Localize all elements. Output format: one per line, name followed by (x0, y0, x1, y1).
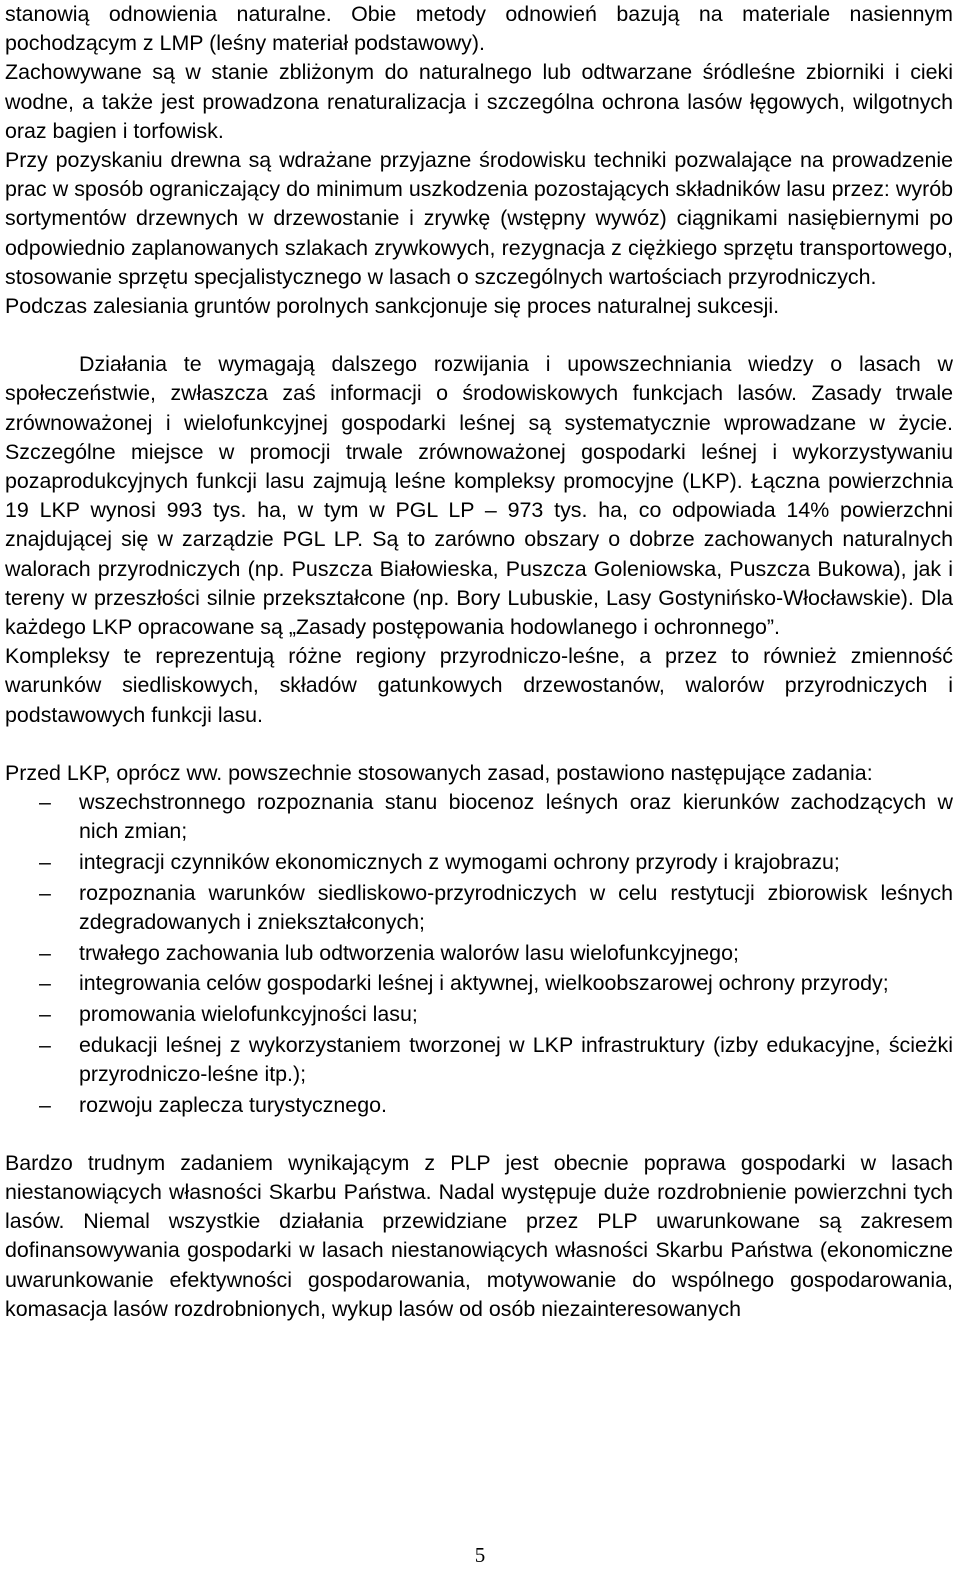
paragraph-private-forests: Bardzo trudnym zadaniem wynikającym z PLP jest obecnie poprawa gospodarki w lasach niestanowiących własności Skarbu Państwa. Nadal występuje duże rozdrobnienie powierzchni tych lasów. Niemal wszystkie działania przewidziane przez PLP uwarunkowane są zakresem dofinansowywania gospodarki w lasach niestanowiących własności Skarbu Państwa (ekonomiczne uwarunkowanie efektywności gospodarowania, motywowanie do wspólnego gospodarowania, komasacja lasów rozdrobnionych, wykup lasów od osób niezainteresowanych (5, 1150, 953, 1321)
list-item-text: rozwoju zaplecza turystycznego. (79, 1092, 387, 1117)
list-item (5, 879, 953, 937)
list-item-text: edukacji leśnej z wykorzystaniem tworzonej w LKP infrastruktury (izby edukacyjne, ścieżki przyrodniczo-leśne itp.); (79, 1032, 953, 1086)
list-item-text: trwałego zachowania lub odtworzenia walorów lasu wielofunkcyjnego; (79, 940, 739, 965)
list-item-text: promowania wielofunkcyjności lasu; (79, 1002, 418, 1026)
list-item (5, 1000, 953, 1029)
paragraph-lkp-promotion: Działania te wymagają dalszego rozwijania i upowszechniania wiedzy o lasach w społeczeństwie, zwłaszcza zaś informacji o środowiskowych funkcjach lasów. Zasady trwale zrównoważonej i wielofunkcyjnej gospodarki leśnej są systematycznie wprowadzane w życie. Szczególne miejsce w promocji trwale zrównoważonej gospodarki leśnej i wykorzystywaniu pozaprodukcyjnych funkcji lasu zajmują leśne kompleksy promocyjne (LKP). Łączna powierzchnia 19 LKP wynosi 993 tys. ha, w tym w PGL LP – 973 tys. ha, co odpowiada 14% powierzchni znajdującej się w zarządzie PGL LP. Są to zarówno obszary o dobrze zachowanych naturalnych walorach przyrodniczych (np. Puszcza Białowieska, Puszcza Goleniowska, Puszcza Bukowa), jak i tereny w przeszłości silnie przekształcone (np. Bory Lubuskie, Lasy Gostynińsko-Włocławskie). Dla każdego LKP opracowane są „Zasady postępowania hodowlanego i ochronnego”. (5, 352, 953, 640)
dash-bullet: – (39, 849, 51, 874)
paragraph-seed-material: stanowią odnowienia naturalne. Obie metody odnowień bazują na materiale nasiennym pochodzącym z LMP (leśny materiał podstawowy). (5, 2, 953, 56)
list-item-text: integrowania celów gospodarki leśnej i aktywnej, wielkoobszarowej ochrony przyrody; (79, 971, 889, 996)
list-item (5, 939, 953, 968)
list-item-text: integracji czynników ekonomicznych z wymogami ochrony przyrody i krajobrazu; (79, 849, 840, 874)
dash-bullet: – (39, 1032, 51, 1057)
list-item-text: rozpoznania warunków siedliskowo-przyrodniczych w celu restytucji zbiorowisk leśnych zdegradowanych i zniekształconych; (79, 880, 953, 934)
paragraph-water-bodies: Zachowywane są w stanie zbliżonym do naturalnego lub odtwarzane śródleśne zbiorniki i cieki wodne, a także jest prowadzona renaturalizacja i szczególna ochrona lasów łęgowych, wilgotnych oraz bagien i torfowisk. (5, 60, 953, 143)
dash-bullet: – (39, 880, 51, 905)
list-item (5, 1091, 953, 1120)
dash-bullet: – (39, 790, 51, 815)
task-list (5, 788, 953, 1120)
paragraph-afforestation: Podczas zalesiania gruntów porolnych sankcjonuje się proces naturalnej sukcesji. (5, 294, 780, 319)
dash-bullet: – (39, 1092, 51, 1117)
dash-bullet: – (39, 1002, 51, 1026)
dash-bullet: – (39, 940, 51, 965)
list-item (5, 1031, 953, 1089)
list-item (5, 848, 953, 877)
list-item-text: wszechstronnego rozpoznania stanu biocenoz leśnych oraz kierunków zachodzących w nich zmian; (79, 790, 953, 844)
paragraph-timber-harvesting: Przy pozyskaniu drewna są wdrażane przyjazne środowisku techniki pozwalające na prowadzenie prac w sposób ograniczający do minimum uszkodzenia pozostających składników lasu przez: wyrób sortymentów drzewnych w drzewostanie i zrywkę (wstępny wywóz) ciągnikami nasiębiernymi po odpowiednio zaplanowanych szlakach zrywkowych, rezygnacja z ciężkiego sprzętu transportowego, stosowanie sprzętu specjalistycznego w lasach o szczególnych wartościach przyrodniczych. (5, 148, 953, 289)
page-number: 5 (474, 1543, 486, 1567)
paragraph-lkp-tasks-intro: Przed LKP, oprócz ww. powszechnie stosowanych zasad, postawiono następujące zadania: (5, 760, 873, 785)
document-page (5, 0, 953, 1324)
paragraph-lkp-regions: Kompleksy te reprezentują różne regiony przyrodniczo-leśne, a przez to również zmienność warunków siedliskowych, składów gatunkowych drzewostanów, walorów przyrodniczych i podstawowych funkcji lasu. (5, 644, 953, 727)
list-item (5, 969, 953, 998)
dash-bullet: – (39, 971, 51, 996)
list-item (5, 788, 953, 846)
